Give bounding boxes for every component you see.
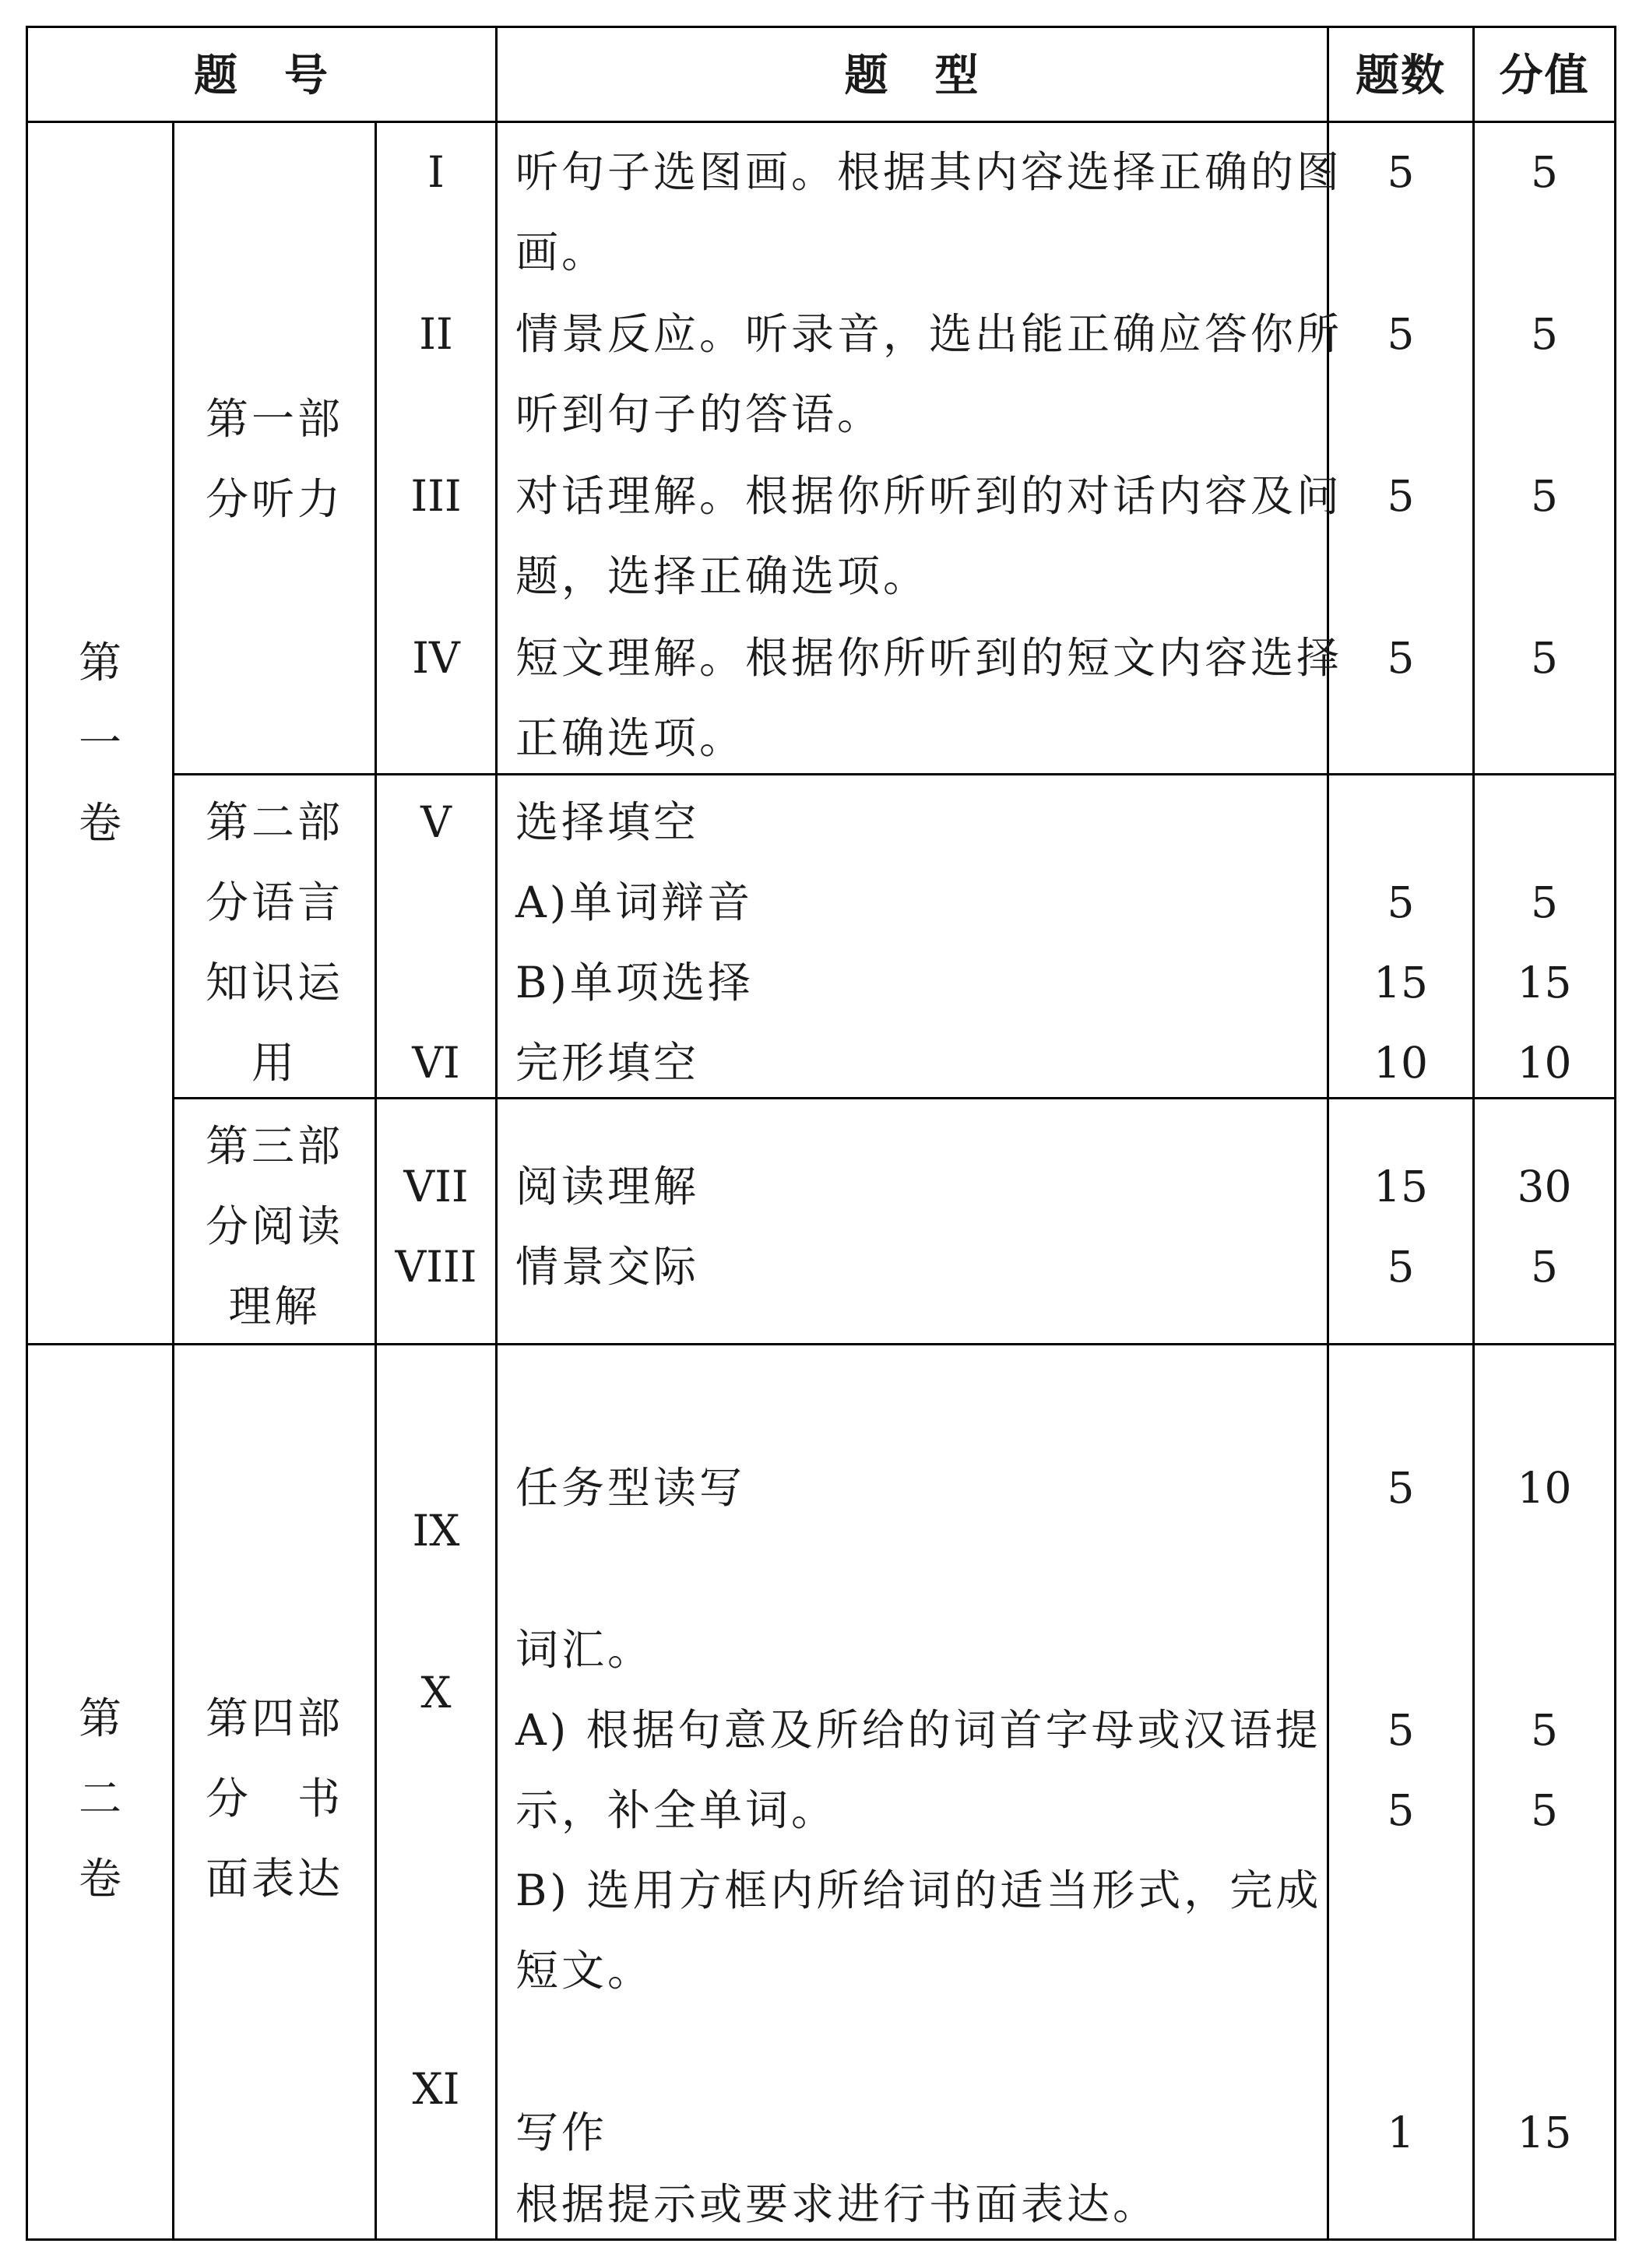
- header-type: 题 型: [844, 51, 980, 101]
- question-count: 15: [1373, 1162, 1428, 1211]
- question-count: 5: [1387, 1705, 1415, 1755]
- question-description: 正确选项。: [515, 713, 746, 763]
- question-count: 5: [1387, 309, 1415, 359]
- header-number: 题 号: [194, 51, 329, 101]
- question-count: 5: [1387, 633, 1415, 683]
- header-count: 题数: [1356, 51, 1446, 101]
- question-count: 5: [1387, 147, 1415, 197]
- header-score: 分值: [1499, 51, 1590, 101]
- question-number: VII: [403, 1162, 469, 1211]
- question-description: 对话理解。根据你所听到的对话内容及问: [515, 471, 1343, 521]
- question-count: 5: [1387, 1785, 1415, 1835]
- question-number-IX: IX: [412, 1506, 460, 1556]
- question-description: A) 根据句意及所给的词首字母或汉语提: [515, 1705, 1321, 1755]
- question-description: 任务型读写: [515, 1463, 746, 1513]
- question-description: 短文理解。根据你所听到的短文内容选择: [515, 633, 1343, 683]
- question-score: 5: [1531, 877, 1558, 927]
- question-count: 5: [1387, 1463, 1415, 1513]
- question-count: 5: [1387, 471, 1415, 521]
- question-score: 5: [1531, 1705, 1558, 1755]
- question-description: 画。: [515, 227, 608, 277]
- question-number: III: [410, 471, 462, 521]
- question-count: 1: [1387, 2108, 1415, 2157]
- question-count: 10: [1373, 1038, 1428, 1088]
- question-number-XI: XI: [412, 2064, 460, 2114]
- question-description: 词汇。: [515, 1625, 654, 1675]
- question-description: 听到句子的答语。: [515, 389, 884, 439]
- question-description: B) 选用方框内所给词的适当形式，完成: [515, 1865, 1322, 1915]
- question-description: 选择填空: [515, 797, 700, 847]
- question-score: 15: [1517, 2108, 1572, 2157]
- question-score: 5: [1531, 1242, 1558, 1292]
- question-score: 10: [1517, 1038, 1572, 1088]
- question-description: 完形填空: [515, 1038, 700, 1088]
- question-count: 5: [1387, 1242, 1415, 1292]
- question-score: 30: [1517, 1162, 1572, 1211]
- exam-structure-table: 题 号 题 型 题数 分值 第 一 卷 第一部 分听力 I 听句子选图画。根据其内容选择正确的图 画。 5 5 II 情景反应。听录音，选出能正确应答你所 听到句子的答语。 5 5 III 对话理解。根据你所听到的对话内容及问 题，选择正确选项。 5 5 IV 短文理解。根据你所听到的短文内容选择 正确选项。 5 5 第二部 分语言 知识运 用 V 选择填空 A)单词辩音 5 5 B)单项选择 15 15 VI 完形填空 10 10 第三部 分阅读 理解 VII 阅读理解 15 30 VIII 情景交际 5 5 第 二 卷 第四部 分 书 面表达 IX X XI 任务型读写 5 10 词汇。 A) 根据句意及所给的词首字母或汉语提 示，补全单词。 B) 选用方框内所给词的适当形式，完成 短文。 5 5 5 5 写作 根据提示或要求进行书面表达。 1 15: [0, 0, 1639, 2268]
- question-description: 短文。: [515, 1946, 654, 1995]
- question-number: I: [427, 147, 445, 197]
- question-description: 听句子选图画。根据其内容选择正确的图: [515, 147, 1343, 197]
- question-description: B)单项选择: [515, 958, 754, 1007]
- question-count: 5: [1387, 877, 1415, 927]
- table-border-bottom: [26, 2238, 1616, 2241]
- part1-divider: [172, 773, 1616, 775]
- col-divider-type: [495, 26, 498, 2241]
- question-count: 15: [1373, 958, 1428, 1007]
- question-score: 10: [1517, 1463, 1572, 1513]
- question-number: VI: [412, 1038, 460, 1088]
- question-score: 5: [1531, 147, 1558, 197]
- question-score: 15: [1517, 958, 1572, 1007]
- table-border-right: [1614, 26, 1616, 2241]
- question-description: 情景反应。听录音，选出能正确应答你所: [515, 309, 1343, 359]
- question-description: 阅读理解: [515, 1162, 700, 1211]
- question-description: 根据提示或要求进行书面表达。: [515, 2179, 1159, 2229]
- question-description: 题，选择正确选项。: [515, 551, 930, 601]
- question-number-X: X: [420, 1668, 452, 1718]
- question-description: 示，补全单词。: [515, 1785, 838, 1835]
- question-description: 写作: [515, 2108, 608, 2157]
- question-score: 5: [1531, 1785, 1558, 1835]
- question-number: V: [420, 797, 452, 847]
- question-number: II: [419, 309, 453, 359]
- question-description: 情景交际: [515, 1242, 700, 1292]
- question-number: IV: [412, 633, 460, 683]
- question-description: A)单词辩音: [515, 877, 754, 927]
- question-number: VIII: [395, 1242, 477, 1292]
- question-score: 5: [1531, 309, 1558, 359]
- question-score: 5: [1531, 471, 1558, 521]
- question-score: 5: [1531, 633, 1558, 683]
